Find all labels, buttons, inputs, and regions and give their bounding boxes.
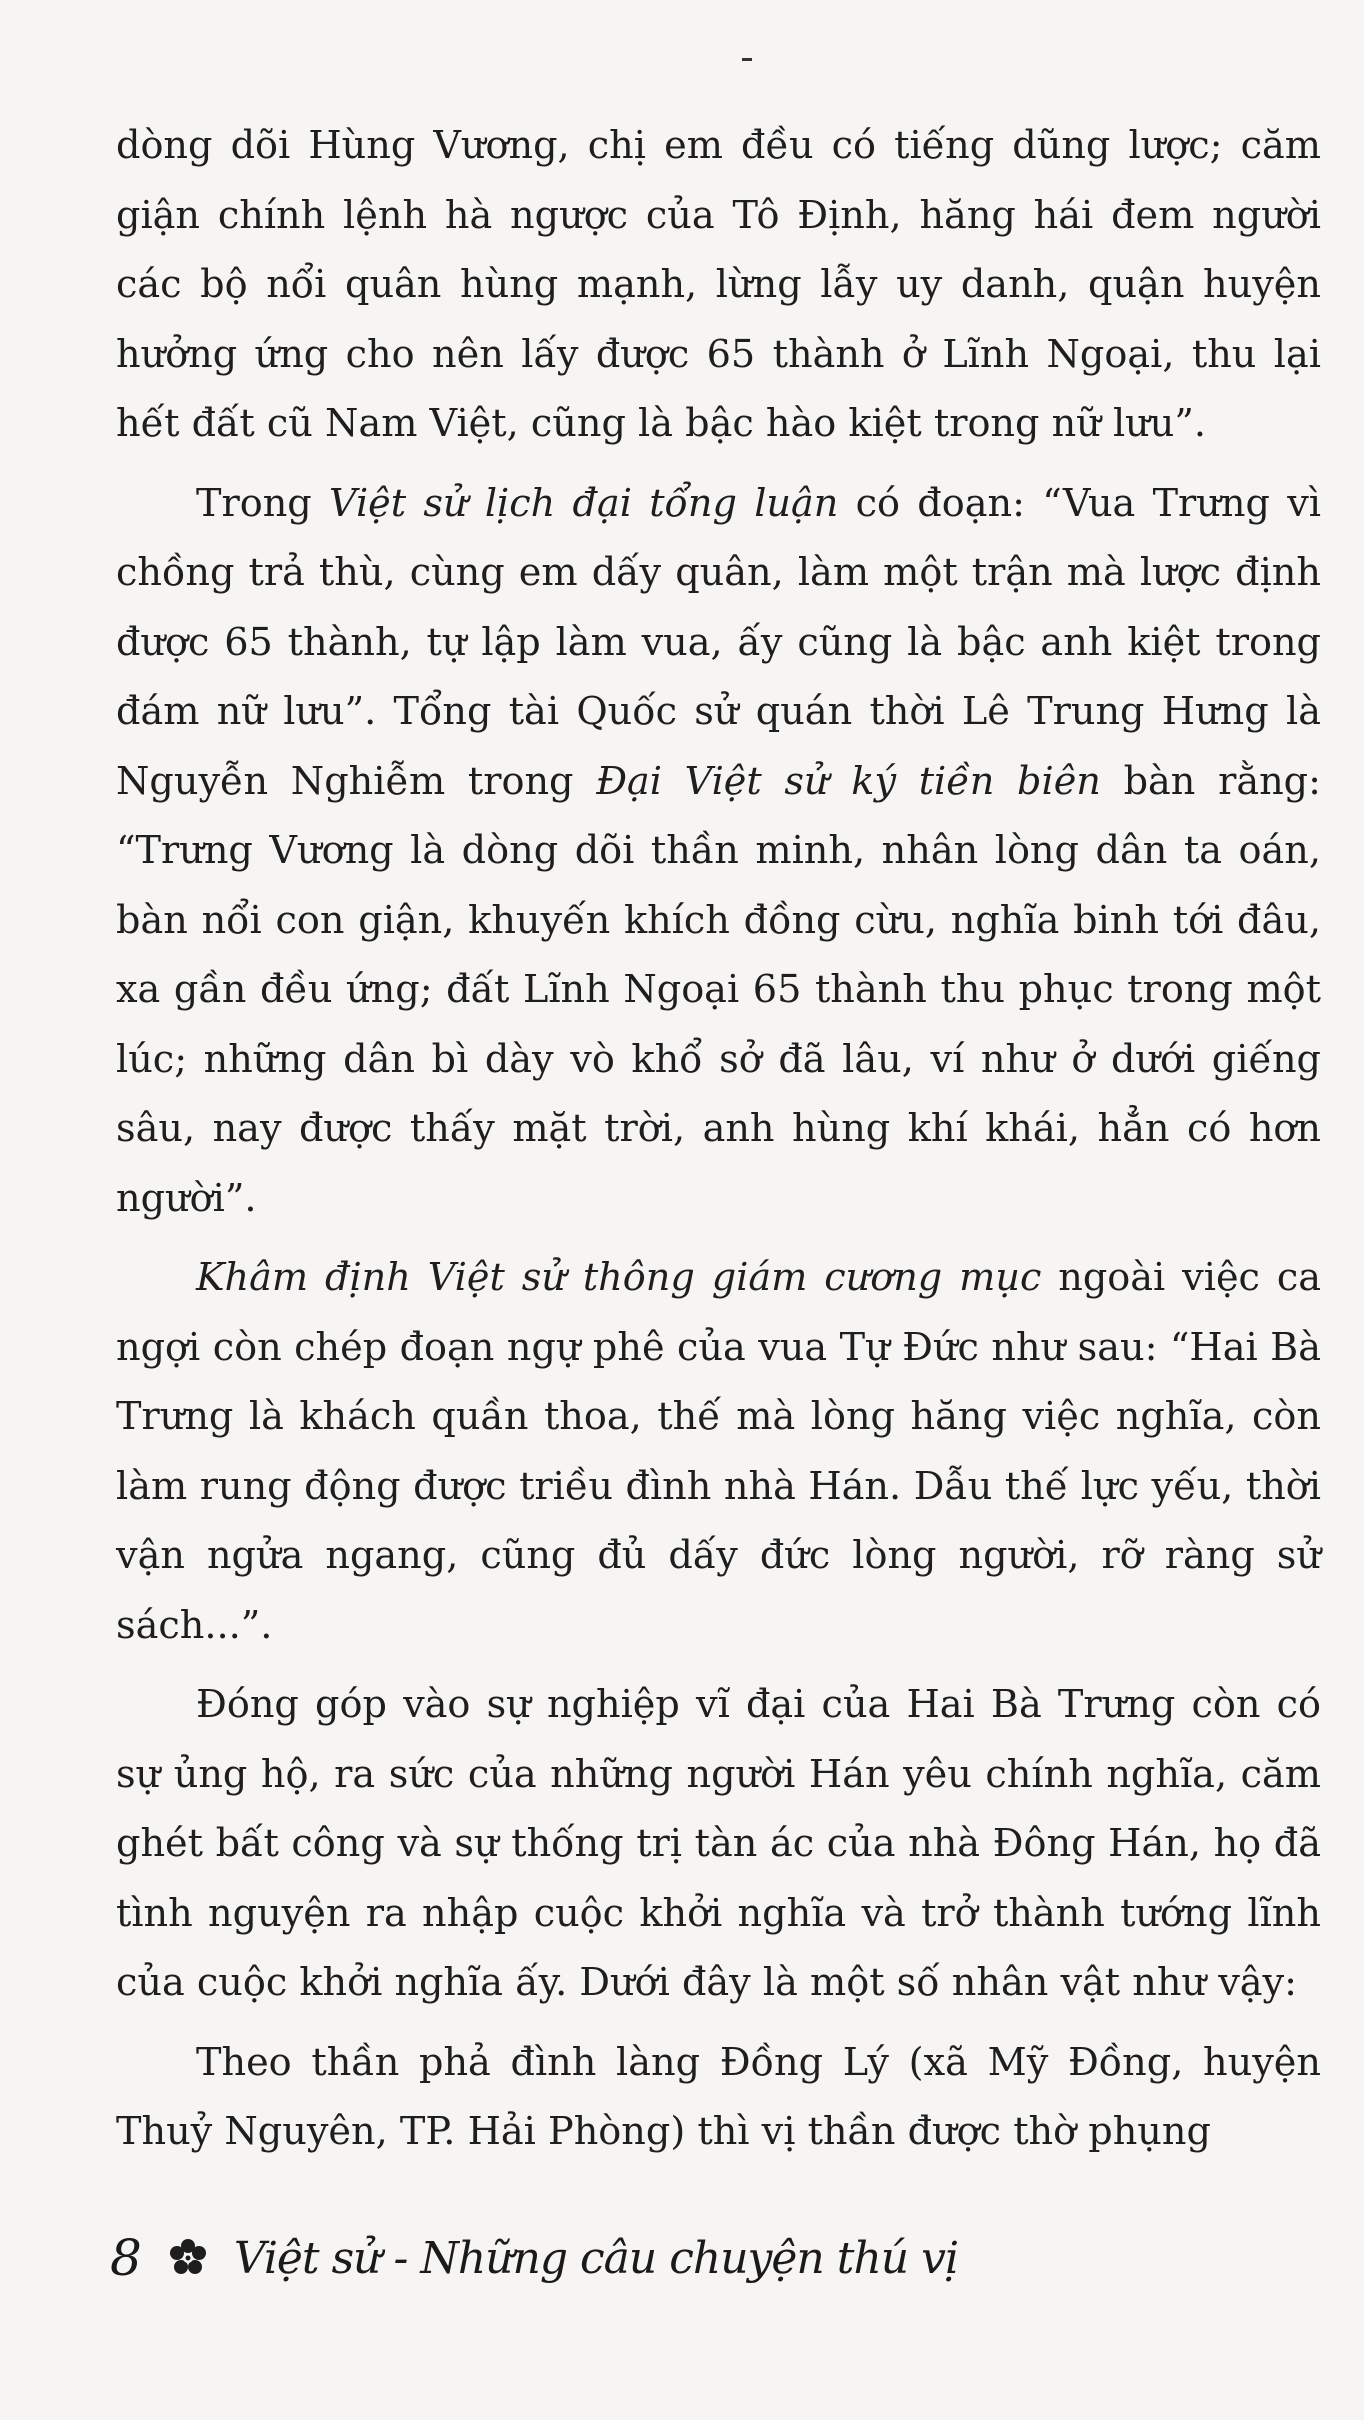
paragraph-2	[116, 470, 1321, 1235]
page-footer	[110, 2218, 958, 2298]
top-margin-mark	[742, 58, 752, 61]
paragraph-5: Theo thần phả đình làng Đồng Lý (xã Mỹ Đồng, huyện Thuỷ Nguyên, TP. Hải Phòng) thì vị thần được thờ phụng	[116, 2040, 1321, 2154]
paragraph-2-quote: bàn rằng: “Trưng Vương là dòng dõi thần minh, nhân lòng dân ta oán, bàn nổi con giận, khuyến khích đồng cừu, nghĩa binh tới đâu, xa gần đều ứng; đất Lĩnh Ngoại 65 thành thu phục trong một lúc; những dân bì dày vò khổ sở đã lâu, ví như ở dưới giếng sâu, nay được thấy mặt trời, anh hùng khí khái, hẳn có hơn người”.	[116, 759, 1321, 1221]
running-book-title: Việt sử - Những câu chuyện thú vị	[233, 2232, 959, 2284]
book-title-kham-dinh: Khâm định Việt sử thông giám cương mục	[196, 1256, 1042, 1300]
paragraph-3-body: ngoài việc ca ngợi còn chép đoạn ngự phê của vua Tự Đức như sau: “Hai Bà Trưng là khách quần thoa, thế mà lòng hăng việc nghĩa, còn làm rung động được triều đình nhà Hán. Dẫu thế lực yếu, thời vận ngửa ngang, cũng đủ dấy đức lòng người, rỡ ràng sử sách...”.	[116, 1256, 1321, 1648]
paragraph-4: Đóng góp vào sự nghiệp vĩ đại của Hai Bà Trưng còn có sự ủng hộ, ra sức của những người Hán yêu chính nghĩa, căm ghét bất công và sự thống trị tàn ác của nhà Đông Hán, họ đã tình nguyện ra nhập cuộc khởi nghĩa và trở thành tướng lĩnh của cuộc khởi nghĩa ấy. Dưới đây là một số nhân vật như vậy:	[116, 1683, 1321, 2005]
page-number: 8	[110, 2229, 142, 2287]
paragraph-2-body: có đoạn: “Vua Trưng vì chồng trả thù, cùng em dấy quân, làm một trận mà lược định được 65 thành, tự lập làm vua, ấy cũng là bậc anh kiệt trong đám nữ lưu”. Tổng tài Quốc sử quán thời Lê Trung Hưng là Nguyễn Nghiễm trong	[116, 481, 1321, 804]
flower-icon	[168, 2238, 208, 2278]
paragraph-1: dòng dõi Hùng Vương, chị em đều có tiếng dũng lược; căm giận chính lệnh hà ngược của Tô Định, hăng hái đem người các bộ nổi quân hùng mạnh, lừng lẫy uy danh, quận huyện hưởng ứng cho nên lấy được 65 thành ở Lĩnh Ngoại, thu lại hết đất cũ Nam Việt, cũng là bậc hào kiệt trong nữ lưu”.	[116, 124, 1321, 446]
paragraph-3	[116, 1244, 1321, 1661]
body-text	[116, 112, 1321, 2178]
book-title-viet-su-lich-dai: Việt sử lịch đại tổng luận	[329, 481, 839, 526]
book-title-dai-viet-su-ky: Đại Việt sử ký tiền biên	[596, 759, 1101, 804]
paragraph-2-intro: Trong	[196, 481, 330, 526]
